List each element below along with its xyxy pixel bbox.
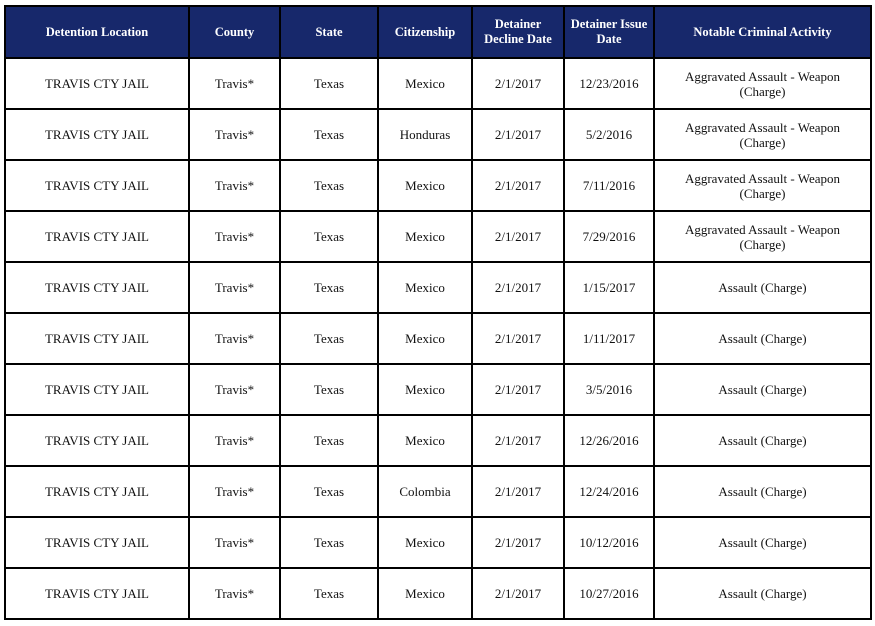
header-county: County [189,6,280,58]
cell-issue-date: 12/24/2016 [564,466,654,517]
cell-issue-date: 7/29/2016 [564,211,654,262]
cell-criminal-activity: Assault (Charge) [654,364,871,415]
cell-criminal-activity: Aggravated Assault - Weapon (Charge) [654,211,871,262]
header-detainer-decline-date: Detainer Decline Date [472,6,564,58]
header-detention-location: Detention Location [5,6,189,58]
cell-citizenship: Honduras [378,109,472,160]
cell-county: Travis* [189,160,280,211]
table-row [5,517,871,568]
cell-issue-date: 10/12/2016 [564,517,654,568]
cell-detention-location: TRAVIS CTY JAIL [5,262,189,313]
cell-issue-date: 3/5/2016 [564,364,654,415]
cell-state: Texas [280,415,378,466]
cell-decline-date: 2/1/2017 [472,568,564,619]
cell-detention-location: TRAVIS CTY JAIL [5,313,189,364]
table-body [5,58,871,619]
cell-criminal-activity: Assault (Charge) [654,466,871,517]
cell-issue-date: 12/23/2016 [564,58,654,109]
cell-county: Travis* [189,466,280,517]
table-row [5,568,871,619]
header-detainer-issue-date: Detainer Issue Date [564,6,654,58]
cell-issue-date: 7/11/2016 [564,160,654,211]
cell-state: Texas [280,160,378,211]
cell-detention-location: TRAVIS CTY JAIL [5,568,189,619]
cell-criminal-activity: Assault (Charge) [654,262,871,313]
cell-state: Texas [280,364,378,415]
cell-county: Travis* [189,313,280,364]
cell-detention-location: TRAVIS CTY JAIL [5,517,189,568]
cell-citizenship: Mexico [378,58,472,109]
cell-county: Travis* [189,568,280,619]
table-row [5,211,871,262]
cell-decline-date: 2/1/2017 [472,58,564,109]
cell-state: Texas [280,313,378,364]
cell-criminal-activity: Assault (Charge) [654,313,871,364]
cell-citizenship: Mexico [378,160,472,211]
cell-criminal-activity: Aggravated Assault - Weapon (Charge) [654,58,871,109]
cell-decline-date: 2/1/2017 [472,466,564,517]
header-notable-criminal-activity: Notable Criminal Activity [654,6,871,58]
table-row [5,160,871,211]
table-header-row [5,6,871,58]
cell-detention-location: TRAVIS CTY JAIL [5,211,189,262]
cell-county: Travis* [189,364,280,415]
cell-detention-location: TRAVIS CTY JAIL [5,466,189,517]
cell-issue-date: 10/27/2016 [564,568,654,619]
cell-state: Texas [280,466,378,517]
cell-criminal-activity: Aggravated Assault - Weapon (Charge) [654,109,871,160]
cell-citizenship: Mexico [378,262,472,313]
cell-state: Texas [280,58,378,109]
cell-state: Texas [280,262,378,313]
cell-citizenship: Mexico [378,517,472,568]
cell-county: Travis* [189,211,280,262]
cell-citizenship: Mexico [378,415,472,466]
cell-issue-date: 5/2/2016 [564,109,654,160]
table-row [5,109,871,160]
cell-citizenship: Mexico [378,568,472,619]
cell-county: Travis* [189,415,280,466]
cell-decline-date: 2/1/2017 [472,109,564,160]
cell-citizenship: Colombia [378,466,472,517]
cell-decline-date: 2/1/2017 [472,415,564,466]
cell-county: Travis* [189,109,280,160]
cell-criminal-activity: Aggravated Assault - Weapon (Charge) [654,160,871,211]
table-row [5,58,871,109]
cell-detention-location: TRAVIS CTY JAIL [5,415,189,466]
table-row [5,262,871,313]
cell-decline-date: 2/1/2017 [472,364,564,415]
cell-detention-location: TRAVIS CTY JAIL [5,364,189,415]
cell-issue-date: 12/26/2016 [564,415,654,466]
cell-decline-date: 2/1/2017 [472,211,564,262]
cell-decline-date: 2/1/2017 [472,160,564,211]
cell-decline-date: 2/1/2017 [472,262,564,313]
cell-state: Texas [280,211,378,262]
header-citizenship: Citizenship [378,6,472,58]
cell-state: Texas [280,568,378,619]
cell-citizenship: Mexico [378,211,472,262]
table-row [5,466,871,517]
cell-county: Travis* [189,517,280,568]
cell-issue-date: 1/15/2017 [564,262,654,313]
cell-detention-location: TRAVIS CTY JAIL [5,58,189,109]
header-state: State [280,6,378,58]
cell-issue-date: 1/11/2017 [564,313,654,364]
cell-decline-date: 2/1/2017 [472,313,564,364]
cell-county: Travis* [189,58,280,109]
cell-state: Texas [280,109,378,160]
table-row [5,313,871,364]
cell-citizenship: Mexico [378,364,472,415]
cell-detention-location: TRAVIS CTY JAIL [5,109,189,160]
cell-county: Travis* [189,262,280,313]
cell-criminal-activity: Assault (Charge) [654,568,871,619]
cell-detention-location: TRAVIS CTY JAIL [5,160,189,211]
cell-decline-date: 2/1/2017 [472,517,564,568]
cell-state: Texas [280,517,378,568]
table-row [5,364,871,415]
cell-criminal-activity: Assault (Charge) [654,517,871,568]
cell-citizenship: Mexico [378,313,472,364]
table-row [5,415,871,466]
detainer-table [4,5,872,620]
cell-criminal-activity: Assault (Charge) [654,415,871,466]
